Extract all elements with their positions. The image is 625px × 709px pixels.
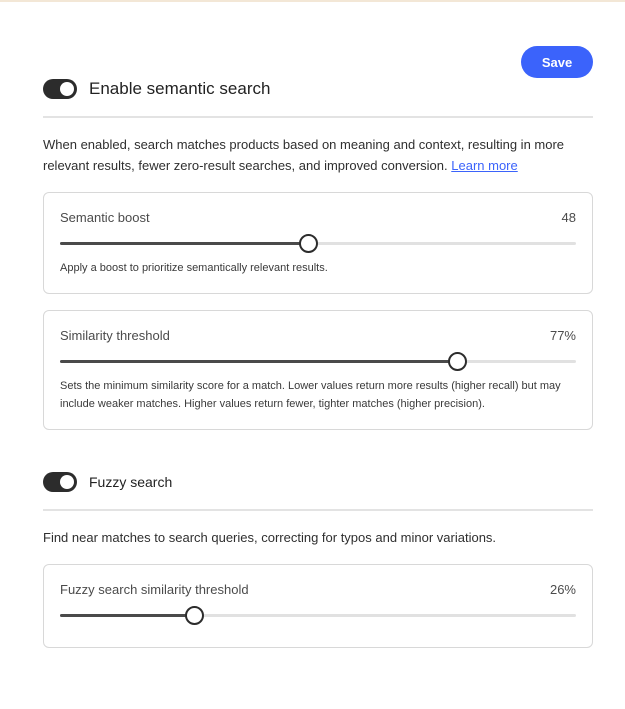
- semantic-search-toggle[interactable]: [43, 79, 77, 99]
- toggle-knob: [60, 475, 74, 489]
- semantic-boost-help: Apply a boost to prioritize semantically relevant results.: [60, 262, 328, 274]
- similarity-threshold-slider[interactable]: [60, 360, 576, 363]
- top-border: [0, 0, 625, 2]
- fuzzy-search-description: Find near matches to search queries, correcting for typos and minor variations.: [43, 530, 497, 545]
- semantic-search-title: Enable semantic search: [89, 79, 271, 98]
- semantic-boost-card: [43, 192, 593, 294]
- section-divider: [43, 116, 593, 118]
- slider-thumb[interactable]: [448, 352, 467, 371]
- learn-more-link[interactable]: Learn more: [451, 158, 518, 173]
- similarity-threshold-help: Sets the minimum similarity score for a match. Lower values return more results (higher recall) but may include weaker matches. Higher values return fewer, tighter matches (higher precision).: [60, 380, 561, 410]
- slider-fill: [60, 242, 308, 245]
- fuzzy-search-title: Fuzzy search: [89, 474, 173, 490]
- similarity-threshold-card: [43, 310, 593, 430]
- fuzzy-threshold-value: 26%: [549, 582, 576, 597]
- slider-fill: [60, 360, 457, 363]
- slider-fill: [60, 614, 194, 617]
- slider-thumb[interactable]: [185, 606, 204, 625]
- similarity-threshold-label: Similarity threshold: [60, 328, 170, 343]
- fuzzy-threshold-card: [43, 564, 593, 648]
- fuzzy-threshold-slider[interactable]: [60, 614, 576, 617]
- fuzzy-threshold-label: Fuzzy search similarity threshold: [60, 582, 249, 597]
- semantic-boost-label: Semantic boost: [60, 210, 150, 225]
- fuzzy-search-toggle[interactable]: [43, 472, 77, 492]
- semantic-boost-slider[interactable]: [60, 242, 576, 245]
- semantic-search-description: [43, 134, 583, 176]
- semantic-boost-value: 48: [561, 210, 576, 225]
- semantic-description-text: When enabled, search matches products based on meaning and context, resulting in more relevant results, fewer zero-result searches, and improved conversion.: [43, 137, 565, 173]
- slider-thumb[interactable]: [299, 234, 318, 253]
- section-divider: [43, 509, 593, 511]
- toggle-knob: [60, 82, 74, 96]
- save-button[interactable]: Save: [521, 46, 593, 78]
- similarity-threshold-value: 77%: [549, 328, 576, 343]
